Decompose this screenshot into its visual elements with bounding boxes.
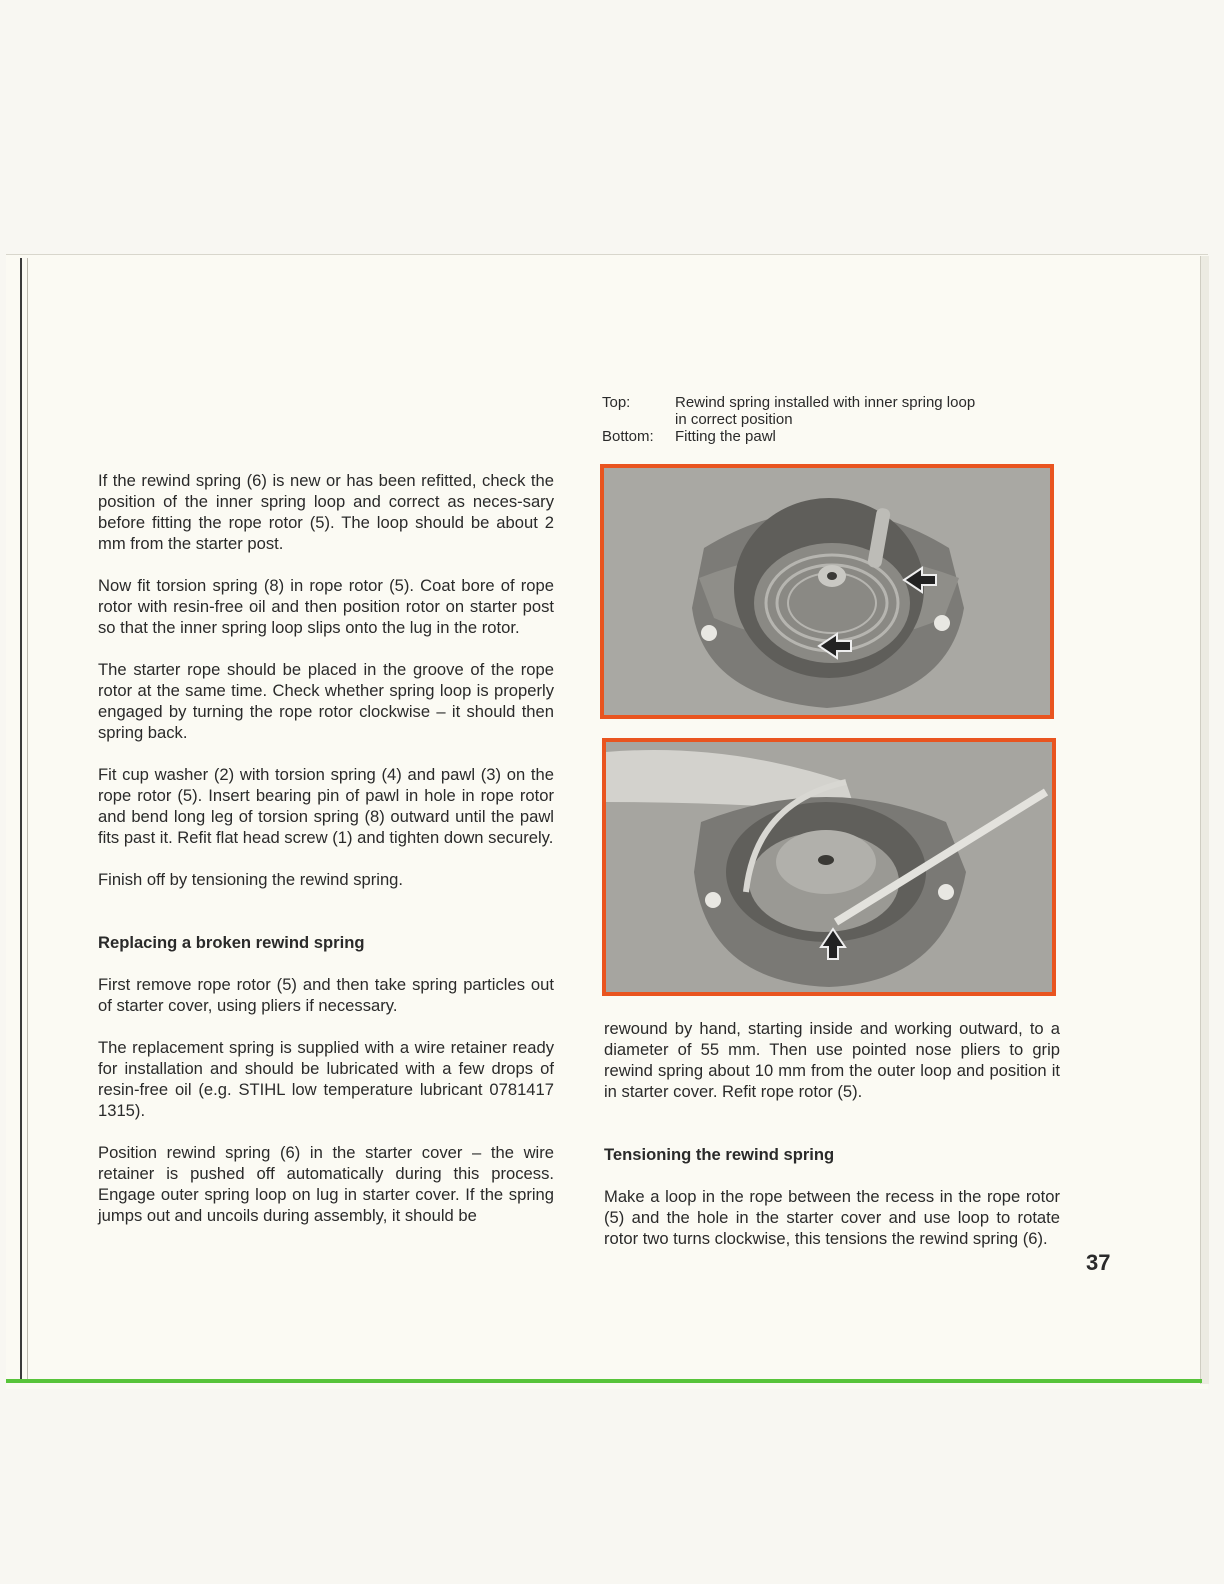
paragraph-cup-washer: Fit cup washer (2) with torsion spring (4) and pawl (3) on the rope rotor (5). Insert bearing pin of pawl in hole in rope rotor and bend long leg of torsion spring (8) outward until the pawl fits past it. Refit flat head screw (1) and tighten down securely. (98, 765, 554, 847)
paragraph-rewound-by-hand: rewound by hand, starting inside and working outward, to a diameter of 55 mm. Then use pointed nose pliers to grip rewind spring about 10 mm from the outer loop and position it in starter cover. Refit rope rotor (5). (604, 1019, 1060, 1101)
page-edge (1200, 256, 1209, 1384)
paragraph-replacement-spring: The replacement spring is supplied with a wire retainer ready for installation and should be lubricated with a few drops of resin-free oil (e.g. STIHL low temperature lubricant 0781417 1315). (98, 1038, 554, 1120)
left-text-column (98, 470, 554, 1226)
heading-tensioning-spring: Tensioning the rewind spring (604, 1145, 835, 1164)
page-binding-line (20, 258, 22, 1382)
caption-bottom-label: Bottom: (602, 428, 654, 445)
page-binding-shadow (27, 258, 28, 1382)
paragraph-inner-loop-check: If the rewind spring (6) is new or has been refitted, check the position of the inner spring loop and correct as neces-sary before fitting the rope rotor (5). The loop should be about 2 mm from the starter post. (98, 471, 554, 553)
paragraph-starter-rope: The starter rope should be placed in the groove of the rope rotor at the same time. Check whether spring loop is properly engaged by turning the rope rotor clockwise – it should then spring back. (98, 660, 554, 742)
paragraph-finish: Finish off by tensioning the rewind spring. (98, 870, 404, 889)
page-green-edge (6, 1379, 1202, 1383)
caption-top-text-2: in correct position (675, 411, 793, 428)
photo-bottom-fitting-pawl (602, 738, 1056, 996)
right-text-column (604, 1018, 1060, 1249)
paragraph-tensioning: Make a loop in the rope between the recess in the rope rotor (5) and the hole in the starter cover and use loop to rotate rotor two turns clockwise, this tensions the rewind spring (6). (604, 1187, 1060, 1248)
caption-top-text-1: Rewind spring installed with inner spring loop (675, 394, 976, 411)
caption-bottom-text: Fitting the pawl (675, 428, 776, 445)
heading-replacing-spring: Replacing a broken rewind spring (98, 933, 365, 952)
caption-top-label: Top: (602, 394, 631, 411)
paragraph-position-spring: Position rewind spring (6) in the starter cover – the wire retainer is pushed off automatically during this process. Engage outer spring loop on lug in starter cover. If the spring jumps out and uncoils during assembly, it should be (98, 1143, 554, 1225)
figure-caption (602, 394, 1005, 445)
photo-top-rewind-spring (600, 464, 1054, 719)
paragraph-fit-torsion-spring: Now fit torsion spring (8) in rope rotor (5). Coat bore of rope rotor with resin-free oil and then position rotor on starter post so that the inner spring loop slips onto the lug in the rotor. (98, 576, 554, 637)
paragraph-remove-rotor: First remove rope rotor (5) and then take spring particles out of starter cover, using pliers if necessary. (98, 975, 554, 1015)
page-number: 37 (1086, 1250, 1111, 1275)
